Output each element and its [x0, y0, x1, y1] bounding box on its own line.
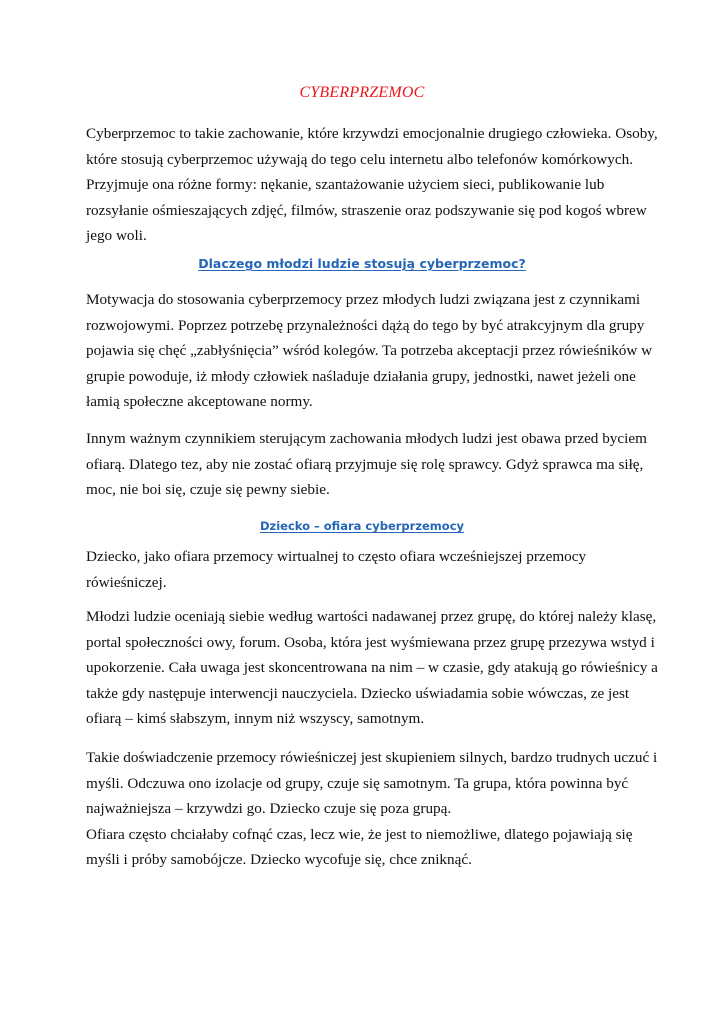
paragraph-line: rozsyłanie ośmieszających zdjęć, filmów, straszenie oraz podszywanie się pod kogoś wbrew	[86, 201, 647, 219]
paragraph-line: rówieśniczej.	[86, 573, 167, 591]
paragraph-line: jego woli.	[86, 227, 147, 244]
section-heading-why: Dlaczego młodzi ludzie stosują cyberprzemoc?	[198, 256, 526, 271]
intro-paragraph	[86, 121, 658, 249]
motivation-paragraph	[86, 287, 653, 415]
paragraph-line: Ofiara często chciałaby cofnąć czas, lecz wie, że jest to niemożliwe, dlatego pojawiają się	[86, 825, 633, 843]
paragraph-line: Innym ważnym czynnikiem sterującym zachowania młodych ludzi jest obawa przed byciem	[86, 430, 647, 447]
paragraph-line: Motywacja do stosowania cyberprzemocy przez młodych ludzi związana jest z czynnikami	[86, 291, 641, 308]
paragraph-line: moc, nie boi się, czuje się pewny siebie.	[86, 481, 330, 498]
paragraph-line: Takie doświadczenie przemocy rówieśniczej jest skupieniem silnych, bardzo trudnych uczuć i	[86, 749, 658, 766]
paragraph-line: także gdy następuje interwencji nauczyciela. Dziecko uświadamia sobie wówczas, ze jest	[86, 684, 630, 702]
paragraph-line: pojawia się chęć „zabłyśnięcia” wśród kolegów. Ta potrzeba akceptacji przez rówieśników w	[86, 342, 653, 359]
paragraph-line: Cyberprzemoc to takie zachowanie, które krzywdzi emocjonalnie drugiego człowieka. Osoby,	[86, 125, 658, 142]
section-heading-victim: Dziecko – ofiara cyberprzemocy	[259, 519, 465, 533]
fear-paragraph	[86, 426, 646, 503]
experience-paragraph	[86, 745, 658, 873]
paragraph-line: łamią społeczne akceptowane normy.	[86, 393, 313, 410]
self-assessment-paragraph	[86, 604, 658, 732]
paragraph-line: ofiarą. Dlatego tez, aby nie zostać ofiarą przyjmuje się rolę sprawcy. Gdyż sprawca ma siłę,	[86, 455, 644, 473]
paragraph-line: najważniejsza – krzywdzi go. Dziecko czuje się poza grupą.	[86, 800, 452, 817]
paragraph-line: które stosują cyberprzemoc używają do tego celu internetu albo telefonów komórkowych.	[86, 150, 633, 168]
paragraph-line: Młodzi ludzie oceniają siebie według wartości nadawanej przez grupę, do której należy klasę,	[86, 608, 657, 625]
paragraph-line: rozwojowymi. Poprzez potrzebę przynależności dążą do tego by być atrakcyjnym dla grupy	[86, 316, 645, 334]
paragraph-line: upokorzenie. Cała uwaga jest skoncentrowana na nim – w czasie, gdy atakują go rówieśnicy a	[86, 659, 658, 676]
paragraph-line: grupie powoduje, iż młody człowiek naśladuje działania grupy, jednostki, nawet jeżeli one	[86, 367, 636, 385]
victim-paragraph	[86, 544, 646, 595]
paragraph-line: Dziecko, jako ofiara przemocy wirtualnej to często ofiara wcześniejszej przemocy	[86, 548, 587, 565]
paragraph-line: ofiarą – kimś słabszym, innym niż wszyscy, samotnym.	[86, 710, 425, 727]
document-title: CYBERPRZEMOC	[299, 84, 425, 101]
paragraph-line: Przyjmuje ona różne formy: nękanie, szantażowanie użyciem sieci, publikowanie lub	[86, 176, 605, 193]
paragraph-line: portal społeczności owy, forum. Osoba, która jest wyśmiewana przez grupę przezywa wstyd i	[86, 633, 655, 651]
paragraph-line: myśli i próby samobójcze. Dziecko wycofuje się, chce zniknąć.	[86, 851, 472, 868]
paragraph-line: myśli. Odczuwa ono izolacje od grupy, czuje się samotnym. Ta grupa, która powinna być	[86, 774, 629, 792]
